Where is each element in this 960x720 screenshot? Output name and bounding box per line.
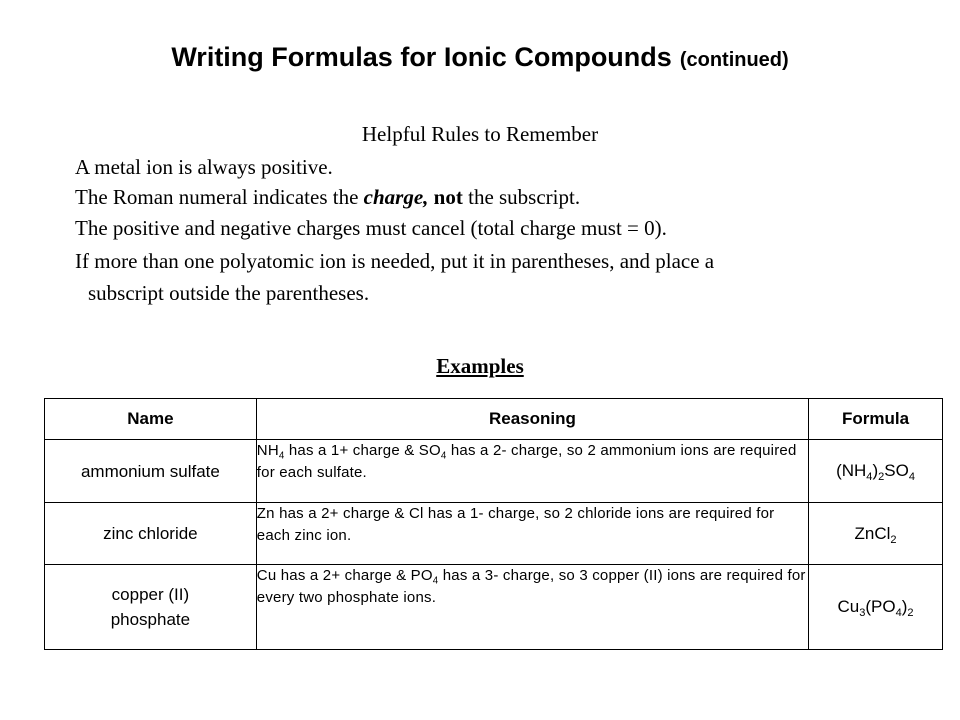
rule-not-emphasis: not	[433, 185, 463, 209]
reason-text: has a 1+ charge & SO	[284, 442, 441, 459]
compound-name-line2: phosphate	[110, 610, 191, 629]
reason-text: has a 3- charge, so 3 copper (II) ions are required for every two phosphate ions.	[256, 567, 806, 606]
formula-subscript: 2	[890, 533, 897, 546]
formula-subscript: 4	[866, 470, 873, 483]
reason-subscript: 4	[278, 450, 285, 462]
rule-roman-numeral-end: the subscript.	[462, 185, 581, 209]
reasoning-cell	[256, 565, 808, 650]
examples-table	[44, 398, 943, 650]
rule-roman-numeral	[75, 185, 580, 210]
reasoning-cell	[256, 503, 808, 565]
formula-part: )	[901, 597, 908, 616]
reason-subscript: 4	[432, 575, 439, 587]
table-row	[45, 565, 943, 650]
reason-text: NH	[256, 442, 279, 459]
page-title	[0, 42, 960, 73]
formula-part: (PO	[865, 597, 896, 616]
formula-part: SO	[884, 461, 909, 480]
formula-subscript: 4	[895, 606, 902, 619]
formula-subscript: 2	[907, 606, 914, 619]
rule-polyatomic-line1: If more than one polyatomic ion is needed, put it in parentheses, and place a	[75, 249, 715, 273]
reason-subscript: 4	[440, 450, 447, 462]
compound-name: ammonium sulfate	[80, 461, 220, 481]
formula-cell	[809, 503, 943, 565]
compound-name: copper (II)	[111, 585, 190, 604]
rule-polyatomic-line2: subscript outside the parentheses.	[88, 281, 370, 305]
name-cell	[45, 565, 257, 650]
formula-part: Cu	[837, 597, 860, 616]
formula-part: (NH	[836, 461, 867, 480]
rule-charge-emphasis: charge,	[363, 185, 429, 209]
formula-subscript: 3	[859, 606, 866, 619]
column-header-name: Name	[45, 399, 257, 440]
reason-text: Zn has a 2+ charge & Cl has a 1- charge, so 2 chloride ions are required for each zinc ion.	[256, 505, 775, 544]
name-cell	[45, 440, 257, 503]
formula-part: )	[872, 461, 879, 480]
formula-part: ZnCl	[854, 523, 891, 543]
rule-charges-cancel: The positive and negative charges must cancel (total charge must = 0).	[75, 216, 667, 240]
reasoning-cell	[256, 440, 808, 503]
reason-text: Cu has a 2+ charge & PO	[256, 567, 433, 584]
rules-heading: Helpful Rules to Remember	[361, 122, 599, 146]
name-cell	[45, 503, 257, 565]
reason-text: has a 2- charge, so 2 ammonium ions are required for each sulfate.	[256, 442, 797, 481]
formula-subscript: 2	[878, 470, 885, 483]
formula-cell	[809, 565, 943, 650]
table-header-row	[45, 399, 943, 440]
compound-name: zinc chloride	[103, 524, 198, 543]
formula-subscript: 4	[908, 470, 915, 483]
column-header-reasoning: Reasoning	[256, 399, 808, 440]
column-header-formula: Formula	[809, 399, 943, 440]
title-main: Writing Formulas for Ionic Compounds	[171, 42, 672, 72]
formula-cell	[809, 440, 943, 503]
title-continued: (continued)	[679, 49, 789, 71]
examples-heading: Examples	[436, 354, 524, 378]
table-row	[45, 440, 943, 503]
rule-roman-numeral-text: The Roman numeral indicates the	[75, 185, 364, 209]
table-row	[45, 503, 943, 565]
rule-metal-ion: A metal ion is always positive.	[75, 155, 333, 179]
